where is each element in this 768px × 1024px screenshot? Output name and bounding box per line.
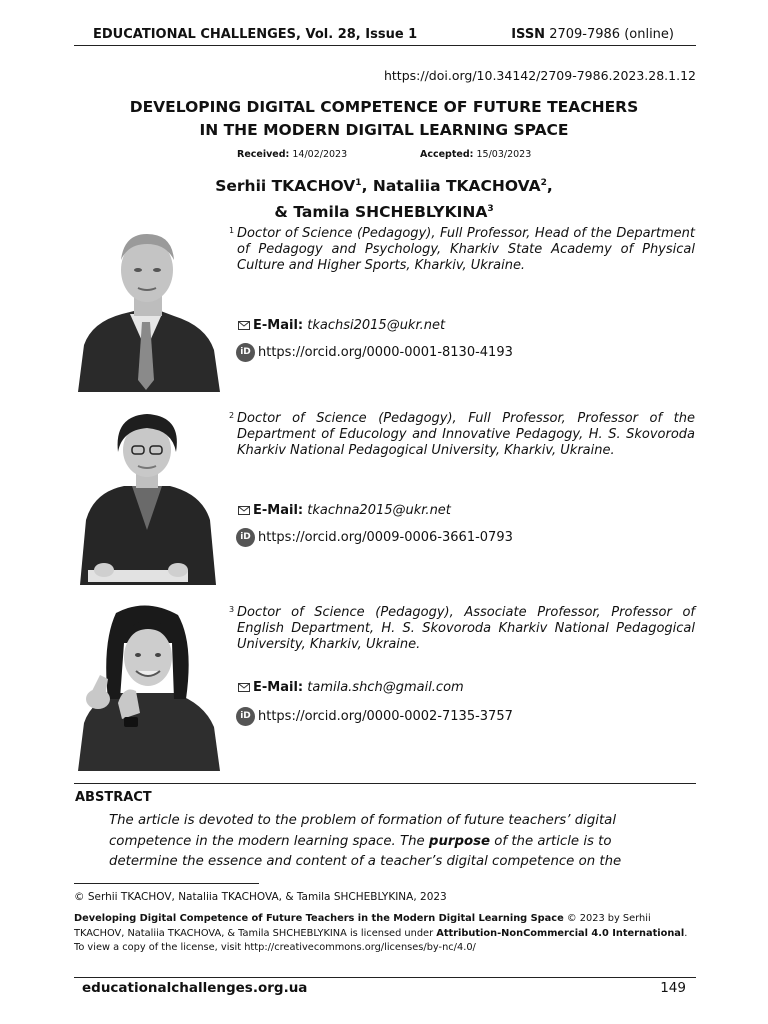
email-label: E-Mail: (253, 503, 304, 518)
affiliation-2-num: 2 (229, 411, 235, 420)
affiliation-2-desc (229, 411, 695, 459)
affiliation-1-num: 1 (229, 226, 235, 235)
affiliation-3-email (238, 680, 464, 695)
affiliation-1 (229, 226, 695, 366)
envelope-icon (238, 506, 250, 515)
orcid-icon: iD (236, 528, 255, 547)
abstract-text-1: The article is devoted to the problem of formation of future teachers’ digital competence in the modern learning space. The (109, 813, 617, 849)
affiliation-2-text: Doctor of Science (Pedagogy), Full Professor, Professor of the Department of Educology and Innovative Pedagogy, H. S. Skovoroda Kharkiv National Pedagogical University, Kharkiv, Ukraine. (237, 411, 695, 458)
accepted-label: Accepted: (420, 149, 474, 160)
abstract-bold-word: purpose (428, 833, 491, 849)
page-footer (74, 977, 696, 1001)
email-link-2[interactable]: tkachna2015@ukr.net (307, 503, 451, 518)
license-note (74, 912, 698, 956)
affiliation-3-orcid (236, 707, 513, 726)
title-line-2: IN THE MODERN DIGITAL LEARNING SPACE (199, 121, 569, 139)
abstract-text (109, 811, 659, 873)
article-title (74, 96, 694, 142)
email-label: E-Mail: (253, 318, 304, 333)
email-link-1[interactable]: tkachsi2015@ukr.net (307, 318, 446, 333)
issn (511, 27, 674, 42)
affiliation-3-num: 3 (229, 605, 235, 614)
running-header (74, 26, 696, 46)
author-list (74, 172, 694, 224)
license-text-1: © 2023 by Serhii TKACHOV, Nataliia TKACHOVA, & Tamila SHCHEBLYKINA is licensed under (74, 913, 651, 939)
copyright-note: © Serhii TKACHOV, Nataliia TKACHOVA, & Tamila SHCHEBLYKINA, 2023 (74, 891, 447, 903)
author-2-sup: 2 (540, 178, 547, 188)
received-date (237, 149, 347, 160)
author-and: & (274, 203, 294, 222)
envelope-icon (238, 683, 250, 692)
license-name: Attribution-NonCommercial 4.0 International (436, 927, 685, 939)
author-2: Nataliia TKACHOVA (372, 177, 541, 196)
author-3-sup: 3 (487, 204, 494, 215)
doi-link[interactable]: https://doi.org/10.34142/2709-7986.2023.28.1.12 (383, 68, 696, 83)
abstract-heading: ABSTRACT (75, 790, 152, 805)
page-number: 149 (660, 980, 686, 996)
orcid-icon: iD (236, 343, 255, 362)
license-article-title: Developing Digital Competence of Future Teachers in the Modern Digital Learning Space (74, 913, 564, 924)
author-sep: , (361, 177, 373, 196)
accepted-value: 15/03/2023 (476, 149, 532, 160)
email-link-3[interactable]: tamila.shch@gmail.com (307, 680, 464, 695)
affiliation-1-text: Doctor of Science (Pedagogy), Full Professor, Head of the Department of Pedagogy and Psychology, Kharkiv State Academy of Physical Culture and Higher Sports, Kharkiv, Ukraine. (237, 226, 695, 273)
affiliation-3-desc (229, 605, 695, 653)
affiliation-2-orcid (236, 528, 513, 547)
author-1: Serhii TKACHOV (215, 177, 356, 196)
orcid-link-2[interactable]: https://orcid.org/0009-0006-3661-0793 (258, 530, 513, 545)
author-2-photo (74, 410, 220, 585)
affiliation-1-email (238, 318, 445, 333)
orcid-link-3[interactable]: https://orcid.org/0000-0002-7135-3757 (258, 709, 513, 724)
affiliation-3 (229, 605, 695, 735)
accepted-date (420, 149, 531, 160)
affiliation-2-email (238, 503, 451, 518)
orcid-icon: iD (236, 707, 255, 726)
abstract-divider (74, 783, 696, 784)
received-label: Received: (237, 149, 290, 160)
footer-site[interactable]: educationalchallenges.org.ua (82, 980, 308, 996)
author-3: Tamila SHCHEBLYKINA (293, 203, 488, 222)
title-line-1: DEVELOPING DIGITAL COMPETENCE OF FUTURE TEACHERS (129, 98, 639, 116)
email-label: E-Mail: (253, 680, 304, 695)
abstract-text-2: of the article is to determine the essence and content of a teacher’s digital competence on the (109, 833, 622, 869)
envelope-icon (238, 321, 250, 330)
author-1-photo (74, 230, 220, 392)
author-sep: , (546, 177, 553, 196)
journal-name: EDUCATIONAL CHALLENGES, Vol. 28, Issue 1 (93, 27, 418, 42)
license-text-2: . To view a copy of the license, visit http://creativecommons.org/licenses/by-nc/4.0/ (74, 927, 688, 953)
orcid-link-1[interactable]: https://orcid.org/0000-0001-8130-4193 (258, 345, 513, 360)
author-1-sup: 1 (355, 178, 362, 188)
received-value: 14/02/2023 (292, 149, 348, 160)
author-3-photo (74, 603, 220, 771)
affiliation-1-desc (229, 226, 695, 274)
issn-label: ISSN (511, 27, 546, 42)
footnote-divider (74, 883, 259, 884)
affiliation-1-orcid (236, 343, 513, 362)
issn-value: 2709-7986 (online) (549, 27, 674, 42)
affiliation-2 (229, 411, 695, 561)
affiliation-3-text: Doctor of Science (Pedagogy), Associate Professor, Professor of English Department, H. S. Skovoroda Kharkiv National Pedagogical University, Kharkiv, Ukraine. (237, 605, 695, 652)
